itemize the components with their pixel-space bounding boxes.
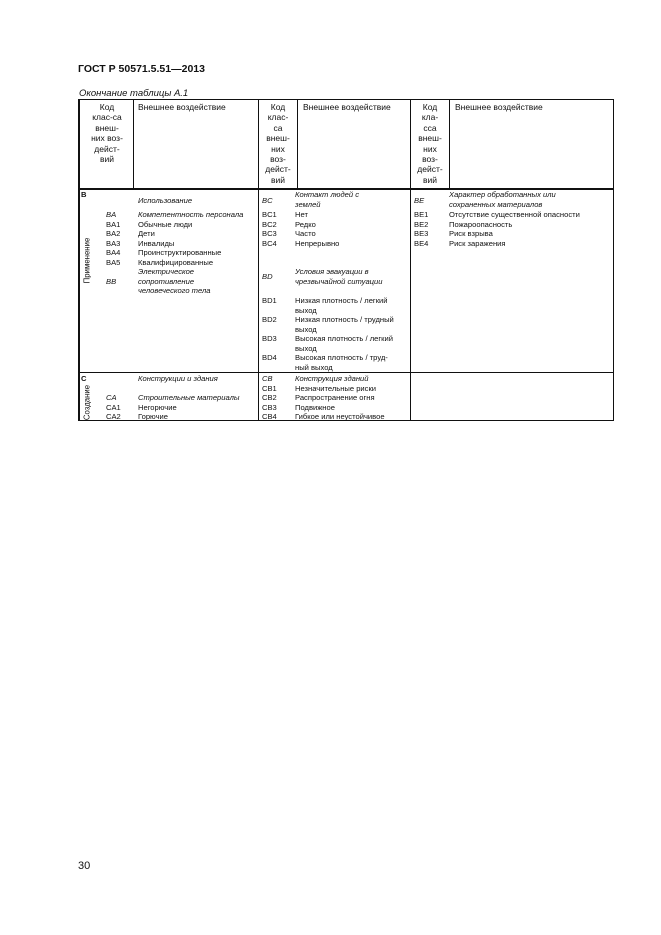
- cell-text: Низкая плотность / легкий выход: [295, 296, 388, 315]
- cell-text: Обычные люди: [138, 219, 193, 229]
- cell-text: Незначительные риски: [295, 383, 377, 393]
- cell-text: Квалифицированные: [138, 257, 214, 267]
- cell-text: Строительные материалы: [138, 393, 240, 402]
- cell-code: BA5: [106, 257, 121, 267]
- cell-text: Дети: [138, 229, 155, 238]
- cell-text: Высокая плотность / труд- ный выход: [295, 353, 388, 372]
- cell-code: BE3: [414, 229, 429, 238]
- cell-text: Гибкое или неустойчивое: [295, 412, 385, 421]
- cell-code: BC2: [262, 219, 277, 229]
- section-b-label: Применение: [82, 237, 92, 284]
- cell-text: Нет: [295, 210, 308, 219]
- cell-code: CA1: [106, 402, 121, 412]
- cell-code: CB4: [262, 412, 277, 421]
- cell-code: BE1: [414, 210, 429, 219]
- cell-text: Низкая плотность / трудный выход: [295, 315, 394, 334]
- cell-code: BA1: [106, 219, 121, 229]
- cell-code: CB3: [262, 402, 277, 412]
- cell-text: Проинструктированные: [138, 248, 222, 257]
- cell-code: BA3: [106, 238, 121, 248]
- cell-code: BC: [262, 196, 273, 205]
- cell-code: BC4: [262, 238, 277, 248]
- cell-text: Риск взрыва: [449, 229, 493, 238]
- cell-text: Пожароопасность: [449, 219, 513, 229]
- cell-code: BD3: [262, 334, 277, 343]
- col-divider: [133, 100, 134, 189]
- cell-text: Горючие: [138, 412, 168, 421]
- cell-text: Конструкция зданий: [295, 374, 369, 383]
- cell-text: Характер обработанных или сохраненных материалов: [449, 190, 556, 209]
- cell-text: Негорючие: [138, 402, 177, 412]
- cell-text: Условия эвакуации в чрезвычайной ситуации: [295, 267, 383, 286]
- cell-text: Конструкции и здания: [138, 374, 218, 383]
- cell-code: BC1: [262, 210, 277, 219]
- impacts-table: [78, 99, 614, 421]
- header-impact-3: Внешнее воздействие: [455, 102, 543, 112]
- header-impact-2: Внешнее воздействие: [303, 102, 391, 112]
- cell-text: Электрическое сопротивление человеческого тела: [138, 267, 211, 295]
- page-number: 30: [78, 860, 91, 872]
- cell-code: CA2: [106, 412, 121, 421]
- cell-code: CB: [262, 374, 273, 383]
- header-impact-1: Внешнее воздействие: [138, 102, 226, 112]
- cell-text: Подвижное: [295, 402, 335, 412]
- cell-text: Часто: [295, 229, 316, 238]
- section-separator: [79, 372, 613, 373]
- section-c-letter: C: [81, 374, 87, 383]
- cell-text: Риск заражения: [449, 238, 506, 248]
- cell-code: BE2: [414, 219, 429, 229]
- cell-text: Контакт людей с землей: [295, 190, 359, 209]
- cell-code: CB2: [262, 393, 277, 402]
- cell-code: BA: [106, 210, 117, 219]
- cell-text: Использование: [138, 196, 193, 205]
- cell-code: BD1: [262, 296, 277, 305]
- cell-code: BD2: [262, 315, 277, 324]
- cell-text: Высокая плотность / легкий выход: [295, 334, 393, 353]
- cell-text: Отсутствие существенной опасности: [449, 210, 580, 219]
- header-code-1: Код клас-са внеш- них воз- дейст- вий: [91, 102, 123, 165]
- cell-code: BD4: [262, 353, 277, 362]
- cell-code: CA: [106, 393, 117, 402]
- cell-text: Редко: [295, 219, 316, 229]
- cell-text: Непрерывно: [295, 238, 340, 248]
- table-caption: Окончание таблицы А.1: [79, 88, 189, 99]
- cell-text: Компетентность персонала: [138, 210, 244, 219]
- section-b-letter: B: [81, 190, 87, 199]
- document-header-title: ГОСТ Р 50571.5.51—2013: [78, 63, 205, 75]
- col-divider: [297, 100, 298, 189]
- cell-code: CB1: [262, 383, 277, 393]
- cell-text: Распространение огня: [295, 393, 375, 402]
- cell-code: BE4: [414, 238, 429, 248]
- cell-code: BA2: [106, 229, 121, 238]
- cell-code: BA4: [106, 248, 121, 257]
- header-code-3: Код кла- сса внеш- них воз- дейст- вий: [417, 102, 443, 185]
- cell-text: Инвалиды: [138, 238, 175, 248]
- col-divider: [449, 100, 450, 189]
- header-code-2: Код клас- са внеш- них воз- дейст- вий: [265, 102, 291, 185]
- cell-code: BD: [262, 272, 273, 281]
- cell-code: BB: [106, 277, 117, 286]
- section-c-label: Создание: [82, 384, 92, 421]
- cell-code: BE: [414, 196, 425, 205]
- cell-code: BC3: [262, 229, 277, 238]
